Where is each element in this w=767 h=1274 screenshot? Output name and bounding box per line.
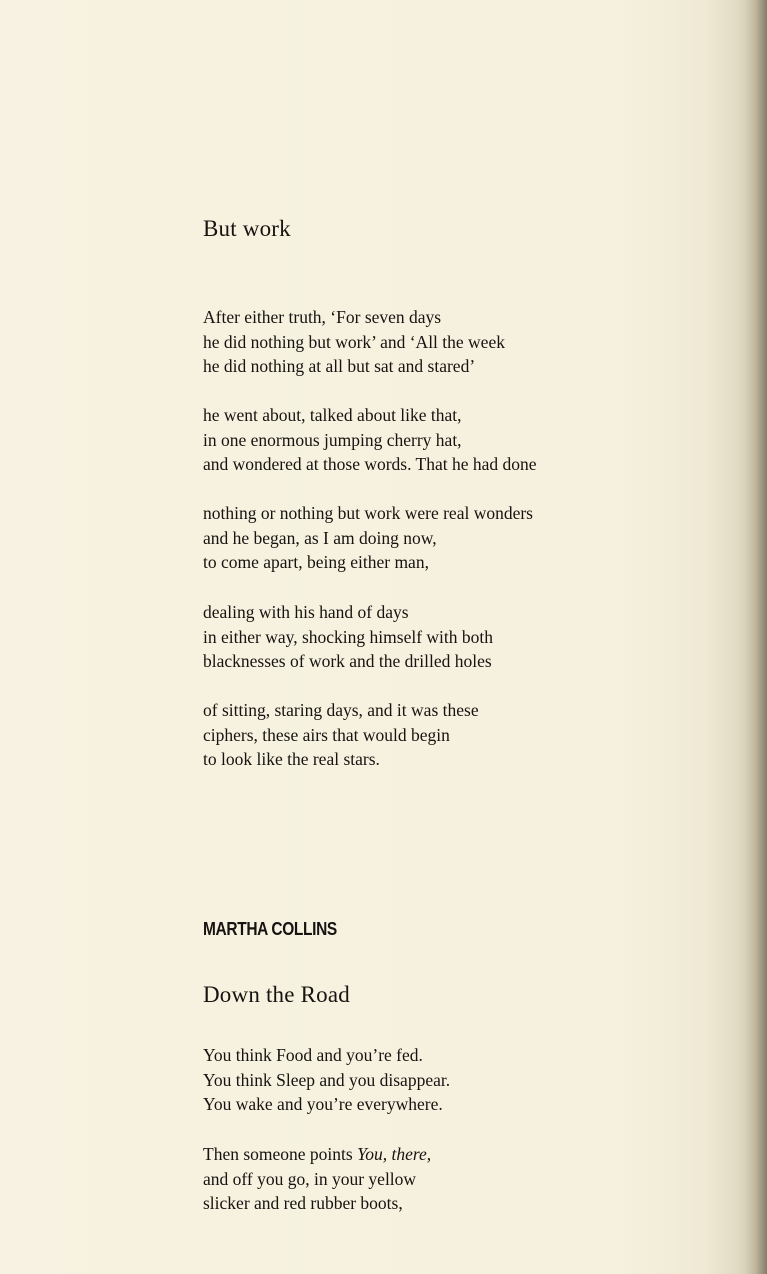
- poem-line: slicker and red rubber boots,: [203, 1193, 403, 1213]
- poem-line: [203, 1142, 431, 1167]
- poem-line: he did nothing at all but sat and stared’: [203, 356, 476, 376]
- poem-line: nothing or nothing but work were real wonders: [203, 503, 533, 523]
- poem-line: to look like the real stars.: [203, 749, 380, 769]
- poem-line: of sitting, staring days, and it was these: [203, 700, 479, 720]
- poem-line: You wake and you’re everywhere.: [203, 1094, 443, 1114]
- poem1-stanza-2: [203, 403, 537, 477]
- poem-line: After either truth, ‘For seven days: [203, 307, 442, 327]
- poem-line-prefix: Then someone points: [203, 1144, 358, 1164]
- poem-line: You think Food and you’re fed.: [203, 1045, 423, 1065]
- poem-line: in either way, shocking himself with both: [203, 626, 493, 647]
- poem-line: in one enormous jumping cherry hat,: [203, 429, 462, 450]
- page-edge-shadow: [745, 0, 767, 1274]
- poem-line: and he began, as I am doing now,: [203, 527, 437, 548]
- poem1-stanza-3: [203, 501, 533, 575]
- poem-line: ciphers, these airs that would begin: [203, 724, 450, 745]
- poem2-stanza-1: [203, 1043, 450, 1117]
- poem-line: dealing with his hand of days: [203, 602, 409, 622]
- poem-line: he did nothing but work’ and ‘All the week: [203, 331, 505, 352]
- poem-line: he went about, talked about like that,: [203, 405, 462, 425]
- author-name: MARTHA COLLINS: [203, 919, 337, 939]
- poem1-stanza-4: [203, 600, 493, 674]
- poem-title-but-work: But work: [203, 216, 291, 241]
- poem-line: and wondered at those words. That he had done: [203, 454, 537, 474]
- poem1-stanza-1: [203, 305, 505, 379]
- poem2-stanza-2: [203, 1142, 431, 1216]
- poem-line: You think Sleep and you disappear.: [203, 1069, 451, 1090]
- poem-line: and off you go, in your yellow: [203, 1168, 417, 1189]
- poem-title-down-the-road: Down the Road: [203, 982, 350, 1007]
- poem-line: blacknesses of work and the drilled holes: [203, 651, 492, 671]
- poem-line-italic: You, there,: [357, 1144, 432, 1164]
- poem-line: to come apart, being either man,: [203, 552, 429, 572]
- poem1-stanza-5: [203, 698, 479, 772]
